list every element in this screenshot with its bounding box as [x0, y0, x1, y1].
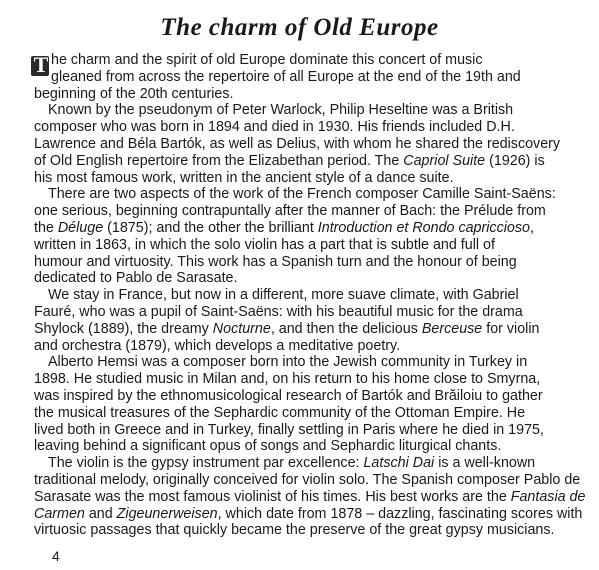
text-line [34, 405, 564, 422]
text-run: (1875); and the other the brilliant [103, 219, 318, 236]
italic-title: Déluge [57, 219, 104, 236]
text-line [34, 371, 564, 388]
text-run: dedicated to Pablo de Sarasate. [34, 270, 238, 287]
text-line [34, 86, 564, 103]
text-line [34, 338, 564, 355]
text-run: his most famous work, written in the ancient style of a dance suite. [34, 169, 454, 186]
text-run: gleaned from across the repertoire of all Europe at the end of the 19th and [51, 68, 521, 85]
text-run: The violin is the gypsy instrument par excellence: [48, 455, 364, 472]
text-line [34, 69, 564, 86]
text-run: is a well-known [434, 455, 536, 472]
text-line [34, 270, 564, 287]
text-line [34, 522, 564, 539]
text-line [34, 136, 564, 153]
text-run: the musical treasures of the Sephardic community of the Ottoman Empire. He [34, 404, 526, 421]
text-line [34, 488, 586, 506]
text-run: written in 1863, in which the solo violin has a part that is subtle and full of [34, 236, 495, 253]
text-run: for violin [482, 320, 540, 337]
drop-cap [33, 54, 49, 82]
text-line [34, 471, 581, 489]
text-run: , [529, 219, 534, 236]
text-run: composer who was born in 1894 and died in 1930. His friends included D.H. [34, 119, 515, 136]
text-run: the [34, 219, 58, 236]
text-run: Alberto Hemsi was a composer born into the Jewish community in Turkey in [48, 354, 528, 371]
text-run: one serious, beginning contrapuntally after the manner of Bach: the Prélude from [34, 203, 546, 220]
text-run: traditional melody, originally conceived for violin solo. The Spanish composer Pablo de [34, 471, 581, 488]
text-line [34, 102, 564, 119]
italic-title: Fantasia de [510, 488, 586, 505]
page-number: 4 [52, 548, 60, 564]
article-body [33, 52, 586, 539]
italic-title: Nocturne [212, 320, 271, 337]
text-run: of Old English repertoire from the Elizabethan period. The [34, 152, 404, 169]
text-run: Lawrence and Béla Bartók, as well as Delius, with whom he shared the rediscovery [34, 135, 561, 152]
text-run: humour and virtuosity. This work has a Spanish turn and the honour of being [34, 253, 517, 270]
text-line [34, 203, 564, 220]
text-line [34, 304, 564, 321]
italic-title: Zigeunerweisen [116, 505, 218, 522]
text-run: Known by the pseudonym of Peter Warlock, Philip Heseltine was a British [48, 102, 514, 119]
text-run: We stay in France, but now in a different, more suave climate, with Gabriel [48, 287, 519, 304]
text-run: , which date from 1878 – dazzling, fascinating scores with [217, 505, 583, 522]
text-line [34, 186, 564, 203]
text-run: beginning of the 20th centuries. [34, 85, 234, 102]
text-line [34, 438, 564, 455]
text-run: Sarasate was the most famous violinist of his times. His best works are the [34, 488, 511, 505]
text-line [34, 220, 564, 237]
text-line [34, 153, 564, 170]
italic-title: Introduction et Rondo capriccioso [317, 219, 530, 236]
text-line [34, 422, 564, 439]
text-line [34, 505, 583, 523]
text-run: leaving behind a significant opus of songs and Sephardic liturgical chants. [34, 438, 502, 455]
text-run: and [84, 505, 117, 522]
text-line [34, 321, 564, 338]
text-run: 1898. He studied music in Milan and, on his return to his home close to Smyrna, [34, 371, 541, 388]
text-line [34, 170, 564, 187]
text-run: There are two aspects of the work of the French composer Camille Saint-Saëns: [48, 186, 556, 203]
text-run: was inspired by the ethnomusicological research of Bartók and Brăiloiu to gather [34, 387, 543, 404]
text-run: Shylock (1889), the dreamy [34, 320, 213, 337]
text-run: he charm and the spirit of old Europe dominate this concert of music [51, 52, 483, 68]
text-line [34, 354, 564, 371]
text-line [34, 254, 564, 271]
text-run: virtuosic passages that quickly became the preserve of the great gypsy musicians. [34, 522, 555, 539]
italic-title: Berceuse [421, 320, 483, 337]
text-run: lived both in Greece and in Turkey, finally settling in Paris where he died in 1975, [34, 421, 544, 438]
text-line [34, 455, 564, 472]
drop-cap-letter: T [33, 52, 49, 77]
italic-title: Latschi Dai [363, 455, 435, 472]
text-line [34, 388, 564, 405]
text-line [34, 287, 564, 304]
page-title: The charm of Old Europe [160, 14, 439, 41]
text-run: and orchestra (1879), which develops a meditative poetry. [34, 337, 401, 354]
text-run: , and then the delicious [270, 320, 422, 337]
text-line [34, 52, 564, 69]
italic-title: Capriol Suite [403, 152, 486, 169]
text-line [34, 119, 564, 136]
text-line [34, 237, 564, 254]
text-run: (1926) is [485, 152, 545, 169]
italic-title: Carmen [34, 505, 85, 522]
text-run: Fauré, who was a pupil of Saint-Saëns: with his beautiful music for the drama [34, 303, 523, 320]
text-lines [34, 52, 586, 539]
